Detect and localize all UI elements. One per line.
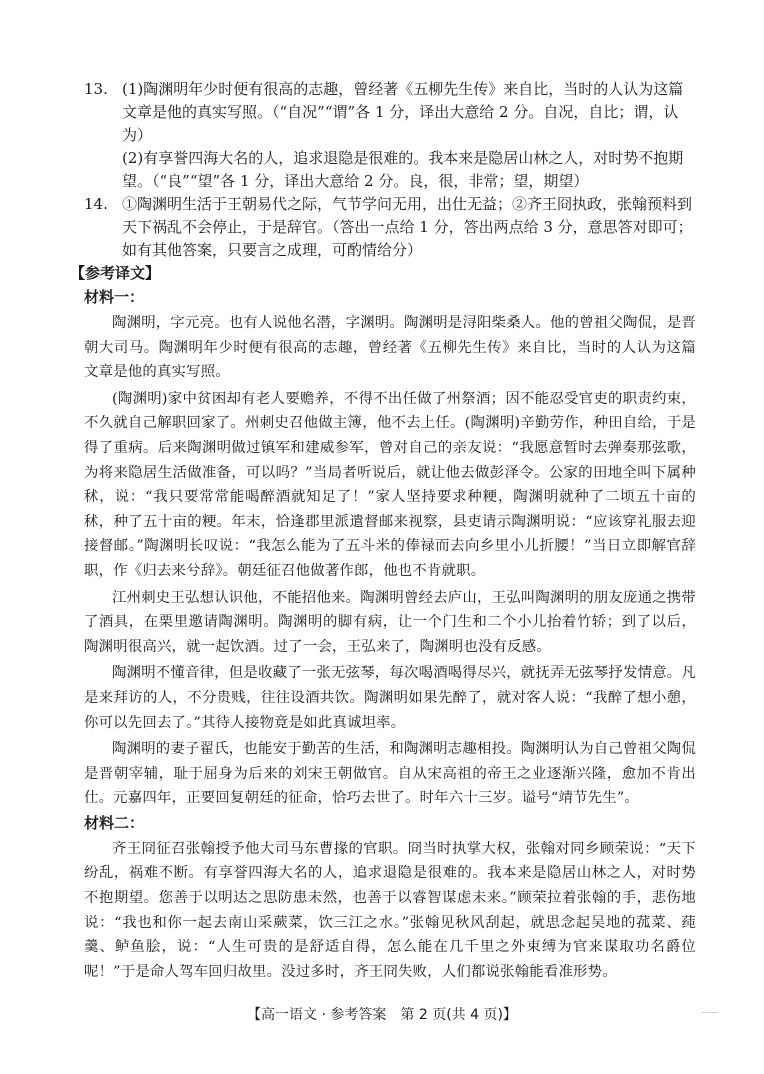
answer-14-text: ①陶渊明生活于王朝易代之际，气节学问无用，出仕无益；②齐王冏执政，张翰预料到天下祸乱不会停止，于是辞官。（答出一点给 1 分，答出两点给 3 分，意思答对即可；如有其他答案，只要言之成理，可酌情给分） — [122, 195, 693, 259]
material-1-paragraph: 陶渊明的妻子翟氏，也能安于勤苦的生活，和陶渊明志趣相投。陶渊明认为自己曾祖父陶侃是晋朝宰辅，耻于屈身为后来的刘宋王朝做官。自从宋高祖的帝王之业逐渐兴隆，愈加不肯出仕。元嘉四年，正要回复朝廷的征命，恰巧去世了。时年六十三岁。谥号“靖节先生”。 — [84, 741, 696, 807]
scan-mark — [702, 1012, 718, 1013]
answer-13-part-1: (1)陶渊明年少时便有很高的志趣，曾经著《五柳先生传》来自比，当时的人认为这篇文章是他的真实写照。（“自况”“谓”各 1 分，译出大意给 2 分。自况，自比；谓，认为） — [122, 80, 684, 144]
answer-13 — [84, 78, 696, 147]
answer-content — [70, 78, 696, 984]
question-number: 13. — [84, 80, 108, 98]
material-1-paragraph: 江州刺史王弘想认识他，不能招他来。陶渊明曾经去庐山，王弘叫陶渊明的朋友庞通之携带了酒具，在栗里邀请陶渊明。陶渊明的脚有病，让一个门生和二个小儿抬着竹轿；到了以后，陶渊明很高兴，就一起饮酒。过了一会，王弘来了，陶渊明也没有反感。 — [84, 589, 696, 655]
answer-13-part-2: (2)有享誉四海大名的人，追求退隐是很难的。我本来是隐居山林之人，对时势不抱期望。（“良”“望”各 1 分，译出大意给 2 分。良，很，非常；望，期望） — [122, 149, 684, 190]
material-1-paragraph: 陶渊明不懂音律，但是收藏了一张无弦琴，每次喝酒喝得尽兴，就抚弄无弦琴抒发情意。凡是来拜访的人，不分贵贱，往往设酒共饮。陶渊明如果先醉了，就对客人说：“我醉了想小憩，你可以先回去了。”其待人接物竟是如此真诚坦率。 — [84, 665, 696, 731]
footer-text: 【高一语文 · 参考答案 第 2 页(共 4 页)】 — [247, 1007, 517, 1023]
material-1-paragraph: 陶渊明，字元亮。也有人说他名潜，字渊明。陶渊明是浔阳柴桑人。他的曾祖父陶侃，是晋朝大司马。陶渊明年少时便有很高的志趣，曾经著《五柳先生传》来自比，当时的人认为这篇文章是他的真实写照。 — [84, 315, 696, 381]
material-1-label: 材料一： — [84, 288, 145, 306]
answer-14 — [84, 193, 696, 262]
material-2-paragraph: 齐王冏征召张翰授予他大司马东曹掾的官职。冏当时执掌大权，张翰对同乡顾荣说：“天下纷乱，祸难不断。有享誉四海大名的人，追求退隐是很难的。我本来是隐居山林之人，对时势不抱期望。您善于以明达之思防患未然，也善于以睿智谋虑未来。”顾荣拉着张翰的手，悲伤地说：“我也和你一起去南山采蕨菜，饮三江之水。”张翰见秋风刮起，就思念起吴地的菰菜、莼羹、鲈鱼脍，说：“人生可贵的是舒适自得，怎么能在几千里之外束缚为官来谋取功名爵位呢！”于是命人驾车回归故里。没过多时，齐王冏失败，人们都说张翰能看准形势。 — [84, 840, 696, 980]
question-number: 14. — [84, 195, 108, 213]
page-footer — [0, 1004, 764, 1024]
material-1-paragraph: (陶渊明)家中贫困却有老人要赡养，不得不出任做了州祭酒；因不能忍受官吏的职责约束，不久就自己解职回家了。州刺史召他做主簿，他不去上任。(陶渊明)辛勤劳作，种田自给，于是得了重病。后来陶渊明做过镇军和建威参军，曾对自己的亲友说：“我愿意暂时去弹奏那弦歌，为将来隐居生活做准备，可以吗？”当局者听说后，就让他去做彭泽令。公家的田地全叫下属种秫，说：“我只要常常能喝醉酒就知足了！”家人坚持要求种粳，陶渊明就种了二顷五十亩的秫，种了五十亩的粳。年末，恰逢郡里派遣督邮来视察，县吏请示陶渊明说：“应该穿礼服去迎接督邮。”陶渊明长叹说：“我怎么能为了五斗米的俸禄而去向乡里小儿折腰！”当日立即解官辞职，作《归去来兮辞》。朝廷征召他做著作郎，他也不肯就职。 — [84, 390, 696, 579]
material-2-label: 材料二： — [84, 813, 145, 832]
translation-heading: 【参考译文】 — [70, 264, 161, 282]
